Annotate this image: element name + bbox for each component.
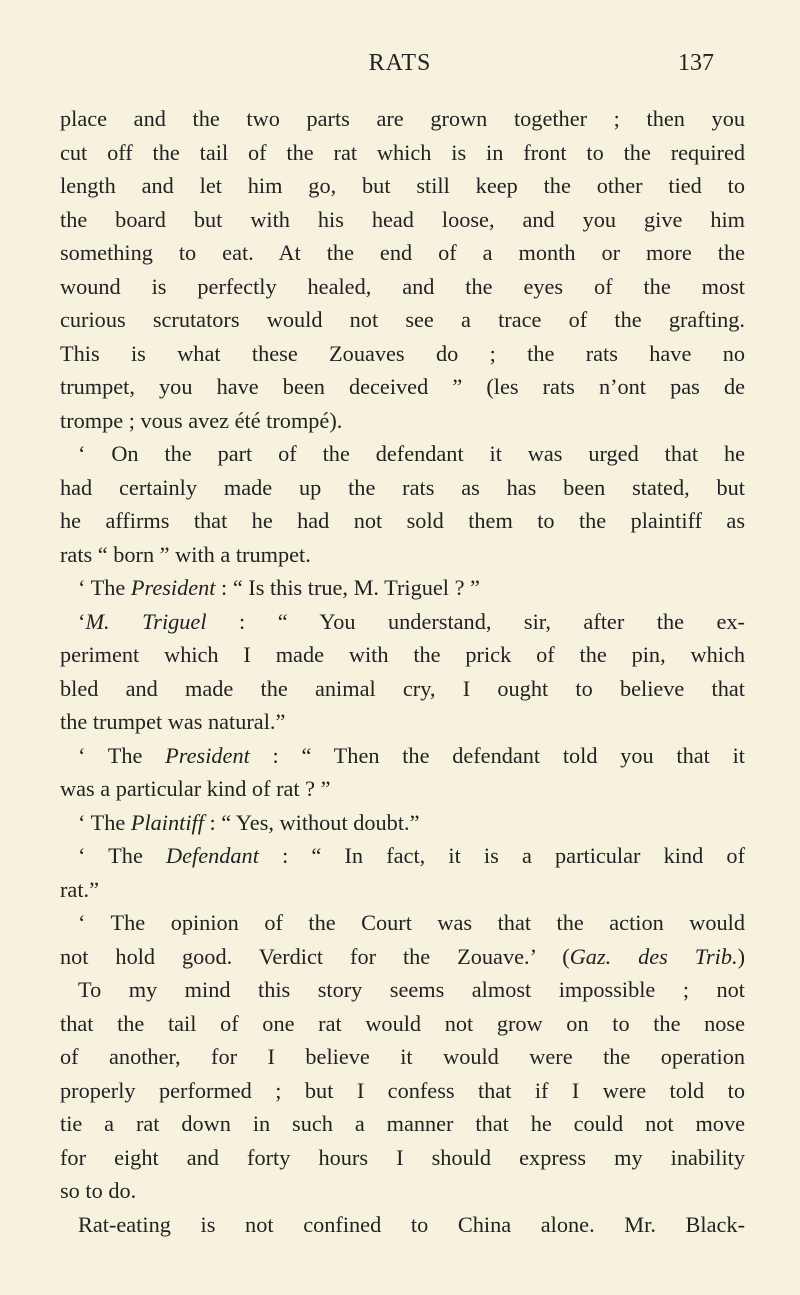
text-run: ‘ The xyxy=(78,843,167,868)
text-run: This is what these Zouaves do ; the rats have no xyxy=(60,340,745,366)
text-run: curious scrutators would not see a trace of the grafting. xyxy=(60,307,745,332)
text-run: : “ Is this true, M. Triguel ? ” xyxy=(215,575,480,600)
text-run: bled and made the animal cry, I ought to believe that xyxy=(60,675,745,701)
text-run: ‘ The xyxy=(78,809,131,835)
text-line xyxy=(60,973,745,1007)
italic-text: Plaintiff xyxy=(130,809,204,835)
text-run: had certainly made up the rats as has been stated, but xyxy=(60,474,745,500)
text-line xyxy=(60,1074,745,1108)
text-run: place and the two parts are grown together ; then you xyxy=(60,106,745,131)
text-run: for eight and forty hours I should express my inability xyxy=(60,1144,745,1170)
text-run: ‘ The opinion of the Court was that the action would xyxy=(78,910,745,935)
text-line xyxy=(60,739,745,773)
text-run: periment which I made with the prick of the pin, which xyxy=(60,642,745,667)
page-header xyxy=(0,50,800,86)
text-run: : “ In fact, it is a particular kind of xyxy=(258,843,745,868)
text-run: tie a rat down in such a manner that he could not move xyxy=(60,1111,745,1136)
text-line xyxy=(60,672,745,706)
text-line xyxy=(60,270,745,304)
text-run: was a particular kind of rat ? ” xyxy=(60,776,331,801)
text-run: Rat-eating is not confined to China alone. Mr. Black- xyxy=(78,1211,745,1237)
text-line xyxy=(60,1208,745,1242)
text-run: so to do. xyxy=(60,1178,137,1203)
text-run: To my mind this story seems almost impossible ; not xyxy=(78,977,745,1002)
text-line xyxy=(60,538,745,572)
text-line xyxy=(60,906,745,940)
text-run: ‘ The xyxy=(78,742,166,768)
text-line xyxy=(60,1141,745,1175)
text-line xyxy=(60,1174,745,1208)
italic-text: M. Triguel xyxy=(85,608,207,634)
italic-text: Defendant xyxy=(166,843,259,868)
text-line xyxy=(60,203,745,237)
text-line xyxy=(60,705,745,739)
text-line xyxy=(60,404,745,438)
text-run: ‘ On the part of the defendant it was urged that he xyxy=(78,441,745,466)
page-number: 137 xyxy=(678,50,714,76)
italic-text: President xyxy=(165,742,250,768)
text-line xyxy=(60,1040,745,1074)
text-run: length and let him go, but still keep the other tied to xyxy=(60,173,745,198)
text-run: : “ Yes, without doubt.” xyxy=(203,809,420,835)
text-line xyxy=(60,638,745,672)
text-line xyxy=(60,839,745,873)
text-line xyxy=(60,169,745,203)
text-line xyxy=(60,806,745,840)
text-run: of another, for I believe it would were the operation xyxy=(60,1044,745,1069)
text-line xyxy=(60,940,745,974)
text-line xyxy=(60,1107,745,1141)
text-line xyxy=(60,370,745,404)
page-body xyxy=(60,102,745,1241)
text-run: something to eat. At the end of a month or more the xyxy=(60,240,745,265)
text-run: ‘ xyxy=(78,608,86,634)
text-run: rat.” xyxy=(60,876,99,902)
text-run: not hold good. Verdict for the Zouave.’ ( xyxy=(60,943,570,969)
text-line xyxy=(60,236,745,270)
text-line xyxy=(60,471,745,505)
text-run: that the tail of one rat would not grow on to the nose xyxy=(60,1010,745,1036)
text-run: trumpet, you have been deceived ” (les rats n’ont pas de xyxy=(60,374,745,399)
text-run: wound is perfectly healed, and the eyes of the most xyxy=(60,273,745,299)
text-run: ) xyxy=(737,943,745,969)
text-line xyxy=(60,102,745,136)
text-run: the board but with his head loose, and you give him xyxy=(60,206,745,232)
text-line xyxy=(60,337,745,371)
text-line xyxy=(60,605,745,639)
text-line xyxy=(60,1007,745,1041)
text-run: rats “ born ” with a trumpet. xyxy=(60,541,311,567)
text-run: properly performed ; but I confess that if I were told to xyxy=(60,1077,745,1103)
text-run: trompe ; vous avez été trompé). xyxy=(60,407,343,433)
running-head: RATS xyxy=(368,50,432,76)
text-run: cut off the tail of the rat which is in front to the required xyxy=(60,139,745,165)
text-line xyxy=(60,504,745,538)
text-line xyxy=(60,873,745,907)
text-line xyxy=(60,772,745,806)
text-line xyxy=(60,303,745,337)
text-run: : “ Then the defendant told you that it xyxy=(249,742,745,768)
text-run: he affirms that he had not sold them to the plaintiff as xyxy=(60,508,745,533)
text-run: ‘ The xyxy=(78,575,131,600)
text-run: the trumpet was natural.” xyxy=(60,709,286,734)
text-run: : “ You understand, sir, after the ex- xyxy=(206,608,745,634)
italic-text: President xyxy=(130,575,216,600)
text-line xyxy=(60,571,745,605)
text-line xyxy=(60,136,745,170)
text-line xyxy=(60,437,745,471)
italic-text: Gaz. des Trib. xyxy=(569,943,738,969)
